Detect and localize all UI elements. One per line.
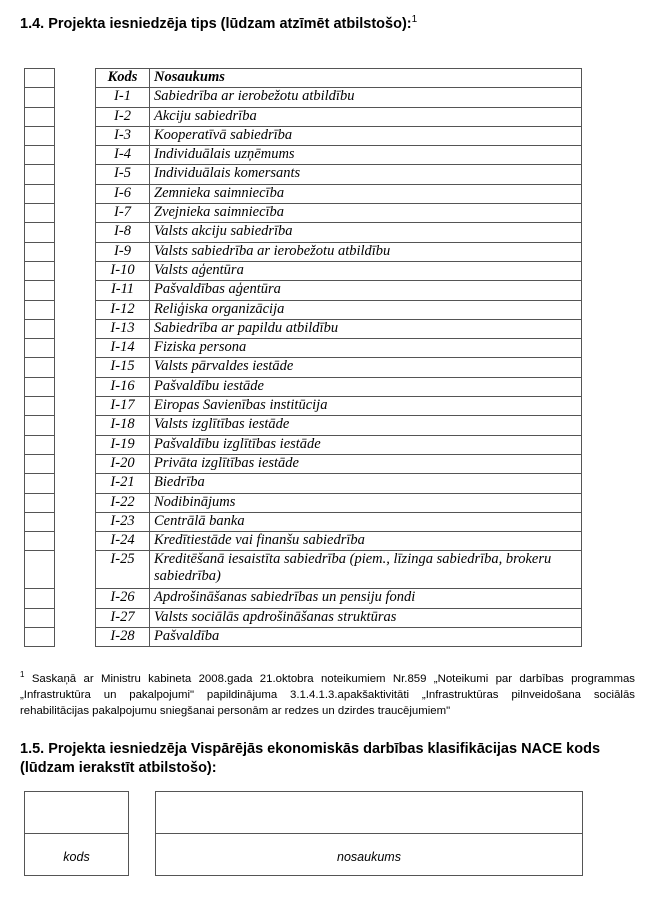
select-checkbox[interactable]: [25, 126, 55, 145]
select-checkbox[interactable]: [25, 493, 55, 512]
row-name: Eiropas Savienības institūcija: [150, 397, 582, 416]
row-code: I-21: [96, 474, 150, 493]
table-row: [96, 126, 582, 145]
select-checkbox[interactable]: [25, 339, 55, 358]
table-row: [96, 551, 582, 589]
nace-name-divider: [156, 833, 582, 834]
header-code: Kods: [96, 69, 150, 88]
row-name: Nodibinājums: [150, 493, 582, 512]
select-checkbox[interactable]: [25, 474, 55, 493]
section-1-5-title: 1.5. Projekta iesniedzēja Vispārējās ekonomiskās darbības klasifikācijas NACE kods (lūdzam ierakstīt atbilstošo):: [20, 741, 601, 776]
row-code: I-20: [96, 454, 150, 473]
table-row: [96, 261, 582, 280]
footnote: [20, 667, 635, 719]
row-name: Kooperatīvā sabiedrība: [150, 126, 582, 145]
section-1-4-title-text: 1.4. Projekta iesniedzēja tips (lūdzam atzīmēt atbilstošo):: [20, 15, 412, 32]
table-row: [96, 300, 582, 319]
select-checkbox[interactable]: [25, 416, 55, 435]
row-name: Pašvaldību iestāde: [150, 377, 582, 396]
row-name: Individuālais uzņēmums: [150, 146, 582, 165]
row-name: Valsts sociālās apdrošināšanas struktūras: [150, 608, 582, 627]
row-code: I-10: [96, 261, 150, 280]
row-code: I-26: [96, 589, 150, 608]
table-row: [96, 512, 582, 531]
row-code: I-13: [96, 319, 150, 338]
select-checkbox[interactable]: [25, 397, 55, 416]
select-checkbox[interactable]: [25, 319, 55, 338]
row-code: I-4: [96, 146, 150, 165]
row-name: Individuālais komersants: [150, 165, 582, 184]
row-code: I-1: [96, 88, 150, 107]
select-checkbox[interactable]: [25, 628, 55, 647]
select-checkbox[interactable]: [25, 184, 55, 203]
select-checkbox[interactable]: [25, 377, 55, 396]
select-checkbox[interactable]: [25, 608, 55, 627]
nace-code-divider: [25, 833, 128, 834]
footnote-ref: 1: [411, 14, 418, 25]
row-name: Kredītiestāde vai finanšu sabiedrība: [150, 532, 582, 551]
table-row: [96, 532, 582, 551]
select-checkbox[interactable]: [25, 435, 55, 454]
table-row: [96, 416, 582, 435]
row-code: I-8: [96, 223, 150, 242]
select-checkbox[interactable]: [25, 107, 55, 126]
section-1-4-title: [20, 10, 417, 34]
select-checkbox[interactable]: [25, 589, 55, 608]
table-row: [96, 319, 582, 338]
footnote-mark: 1: [20, 670, 25, 679]
table-row: [96, 358, 582, 377]
row-name: Apdrošināšanas sabiedrības un pensiju fondi: [150, 589, 582, 608]
table-row: [96, 608, 582, 627]
row-code: I-7: [96, 204, 150, 223]
header-name: Nosaukums: [150, 69, 582, 88]
row-code: I-3: [96, 126, 150, 145]
table-row: [96, 165, 582, 184]
row-code: I-2: [96, 107, 150, 126]
row-name: Valsts pārvaldes iestāde: [150, 358, 582, 377]
row-code: I-15: [96, 358, 150, 377]
select-checkbox[interactable]: [25, 300, 55, 319]
nace-name-field[interactable]: [155, 791, 583, 876]
row-name: Fiziska persona: [150, 339, 582, 358]
row-name: Valsts izglītības iestāde: [150, 416, 582, 435]
table-row: [96, 493, 582, 512]
row-code: I-19: [96, 435, 150, 454]
row-name: Zvejnieka saimniecība: [150, 204, 582, 223]
select-checkbox[interactable]: [25, 261, 55, 280]
applicant-type-table: [95, 68, 582, 647]
select-checkbox[interactable]: [25, 146, 55, 165]
select-checkbox[interactable]: [25, 165, 55, 184]
select-checkbox[interactable]: [25, 512, 55, 531]
row-name: Sabiedrība ar ierobežotu atbildību: [150, 88, 582, 107]
table-row: [96, 435, 582, 454]
select-checkbox[interactable]: [25, 242, 55, 261]
row-code: I-12: [96, 300, 150, 319]
row-code: I-25: [96, 551, 150, 589]
row-code: I-6: [96, 184, 150, 203]
table-row: [96, 204, 582, 223]
select-checkbox[interactable]: [25, 358, 55, 377]
select-checkbox[interactable]: [25, 223, 55, 242]
row-name: Valsts aģentūra: [150, 261, 582, 280]
row-code: I-18: [96, 416, 150, 435]
table-row: [96, 146, 582, 165]
select-checkbox[interactable]: [25, 204, 55, 223]
checkbox-header-cell: [25, 69, 55, 88]
row-code: I-28: [96, 628, 150, 647]
table-row: [96, 281, 582, 300]
table-row: [96, 223, 582, 242]
footnote-text: Saskaņā ar Ministru kabineta 2008.gada 21.oktobra noteikumiem Nr.859 „Noteikumi par darbības programmas „Infrastruktūra un pakalpojumi" papildinājuma 3.1.4.1.3.apakšaktivitāti „Infrastruktūras pilnveidošana sociālās rehabilitācijas pakalpojumu sniegšanai personām ar redzes un dzirdes traucējumiem": [20, 672, 635, 717]
table-row: [96, 397, 582, 416]
row-code: I-9: [96, 242, 150, 261]
table-row: [96, 107, 582, 126]
row-code: I-16: [96, 377, 150, 396]
row-name: Sabiedrība ar papildu atbildību: [150, 319, 582, 338]
row-name: Pašvaldību izglītības iestāde: [150, 435, 582, 454]
table-row: [96, 184, 582, 203]
row-code: I-14: [96, 339, 150, 358]
row-name: Centrālā banka: [150, 512, 582, 531]
row-name: Zemnieka saimniecība: [150, 184, 582, 203]
row-code: I-11: [96, 281, 150, 300]
row-name: Reliģiska organizācija: [150, 300, 582, 319]
select-checkbox[interactable]: [25, 281, 55, 300]
select-checkbox[interactable]: [25, 532, 55, 551]
row-name: Valsts sabiedrība ar ierobežotu atbildību: [150, 242, 582, 261]
select-checkbox[interactable]: [25, 551, 55, 589]
row-name: Pašvaldība: [150, 628, 582, 647]
select-checkbox[interactable]: [25, 88, 55, 107]
table-row: [96, 339, 582, 358]
row-code: I-17: [96, 397, 150, 416]
table-row: [96, 628, 582, 647]
table-row: [96, 454, 582, 473]
table-row: [96, 474, 582, 493]
row-code: I-5: [96, 165, 150, 184]
row-name: Biedrība: [150, 474, 582, 493]
row-name: Privāta izglītības iestāde: [150, 454, 582, 473]
checkbox-column: [24, 68, 55, 647]
nace-code-label: kods: [63, 850, 90, 864]
table-header-row: [96, 69, 582, 88]
row-code: I-27: [96, 608, 150, 627]
row-name: Akciju sabiedrība: [150, 107, 582, 126]
table-row: [96, 589, 582, 608]
row-code: I-22: [96, 493, 150, 512]
row-code: I-23: [96, 512, 150, 531]
table-row: [96, 88, 582, 107]
nace-name-label: nosaukums: [337, 850, 401, 864]
nace-code-field[interactable]: [24, 791, 129, 876]
row-code: I-24: [96, 532, 150, 551]
row-name: Valsts akciju sabiedrība: [150, 223, 582, 242]
table-row: [96, 242, 582, 261]
row-name: Pašvaldības aģentūra: [150, 281, 582, 300]
row-name: Kreditēšanā iesaistīta sabiedrība (piem., līzinga sabiedrība, brokeru sabiedrība): [150, 551, 582, 589]
select-checkbox[interactable]: [25, 454, 55, 473]
table-row: [96, 377, 582, 396]
